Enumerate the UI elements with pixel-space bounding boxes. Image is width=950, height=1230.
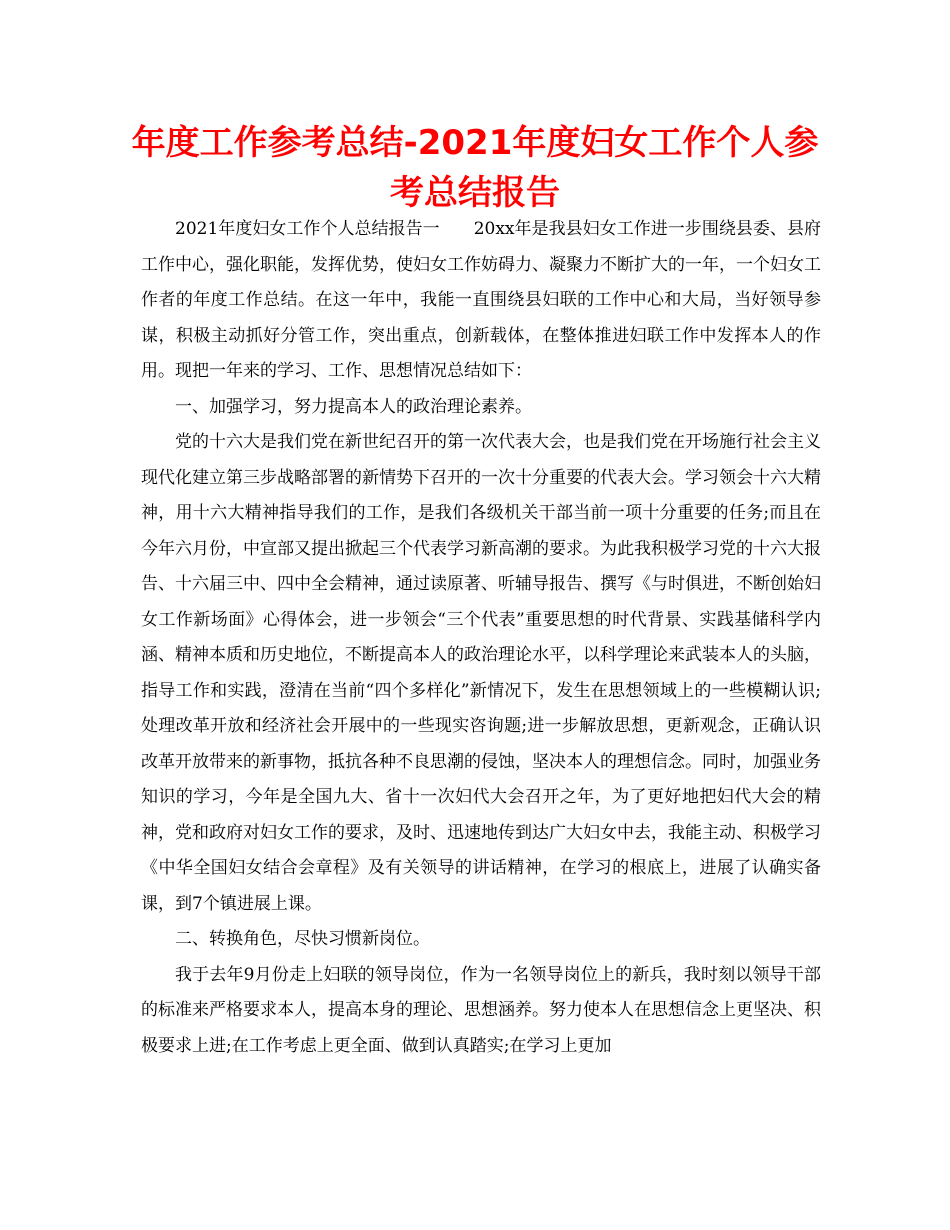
document-body [141, 212, 821, 1064]
paragraph-study: 党的十六大是我们党在新世纪召开的第一次代表大会，也是我们党在开场施行社会主义现代化建立第三步战略部署的新情势下召开的一次十分重要的代表大会。学习领会十六大精神，用十六大精神指导我们的工作，是我们各级机关干部当前一项十分重要的任务;而且在今年六月份，中宣部又提出掀起三个代表学习新高潮的要求。为此我积极学习党的十六大报告、十六届三中、四中全会精神，通过读原著、听辅导报告、撰写《与时俱进，不断创始妇女工作新场面》心得体会，进一步领会“三个代表”重要思想的时代背景、实践基储科学内涵、精神本质和历史地位，不断提高本人的政治理论水平，以科学理论来武装本人的头脑，指导工作和实践，澄清在当前“四个多样化”新情况下，发生在思想领域上的一些模糊认识;处理改革开放和经济社会开展中的一些现实咨询题;进一步解放思想，更新观念，正确认识改革开放带来的新事物，抵抗各种不良思潮的侵蚀，坚决本人的理想信念。同时，加强业务知识的学习，今年是全国九大、省十一次妇代大会召开之年，为了更好地把妇代大会的精神，党和政府对妇女工作的要求，及时、迅速地传到达广大妇女中去，我能主动、积极学习《中华全国妇女结合会章程》及有关领导的讲话精神，在学习的根底上，进展了认确实备课，到7个镇进展上课。 [141, 432, 821, 914]
section-heading-role: 二、转换角色，尽快习惯新岗位。 [175, 929, 430, 949]
section-heading-study: 一、加强学习，努力提高本人的政治理论素养。 [175, 396, 532, 417]
paragraph-role: 我于去年9月份走上妇联的领导岗位，作为一名领导岗位上的新兵，我时刻以领导干部的标准来严格要求本人，提高本身的理论、思想涵养。努力使本人在思想信念上更坚决、积极要求上进;在工作考虑上更全面、做到认真踏实;在学习上更加 [141, 964, 821, 1056]
document-title: 年度工作参考总结-2021年度妇女工作个人参考总结报告 [131, 123, 819, 213]
paragraph-intro: 2021年度妇女工作个人总结报告一 20xx年是我县妇女工作进一步围绕县委、县府工作中心，强化职能，发挥优势，使妇女工作妨碍力、凝聚力不断扩大的一年，一个妇女工作者的年度工作总结。在这一年中，我能一直围绕县妇联的工作中心和大局，当好领导参谋，积极主动抓好分管工作，突出重点，创新载体，在整体推进妇联工作中发挥本人的作用。现把一年来的学习、工作、思想情况总结如下： [141, 219, 821, 381]
